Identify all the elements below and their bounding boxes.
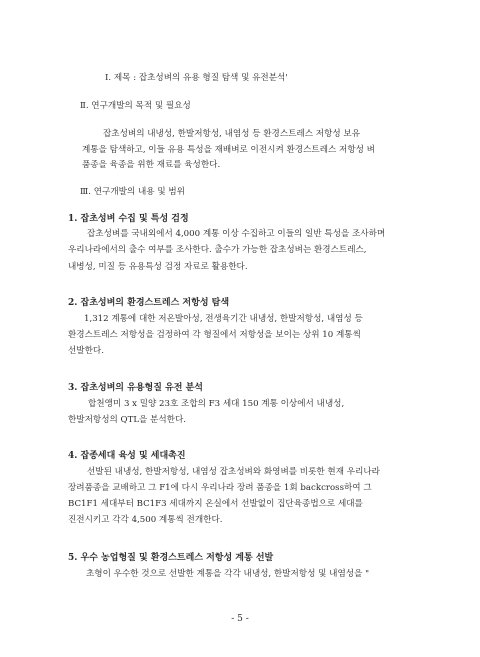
item-1-line: 잡초성벼를 국내외에서 4,000 계통 이상 수집하고 이들의 일반 특성을 조사하며 (87, 229, 386, 239)
item-3-heading: 3. 잡초성벼의 유용형질 유전 분석 (68, 383, 203, 393)
item-1-line: 내병성, 미질 등 유용특성 검정 자료로 활용한다. (68, 262, 248, 272)
section-2-heading: Ⅱ. 연구개발의 목적 및 필요성 (80, 101, 191, 111)
item-2-heading: 2. 잡초성벼의 환경스트레스 저항성 탐색 (68, 298, 230, 308)
item-4-line: 선발된 내냉성, 한발저항성, 내염성 잡초성벼와 화영벼를 비롯한 현재 우리나라 (87, 467, 380, 477)
section-2-line: 품종을 육종을 위한 재료를 육성한다. (82, 160, 221, 170)
page-number: - 5 - (231, 614, 249, 624)
item-4-line: BC1F1 세대부터 BC1F3 세대까지 온실에서 선발없이 집단육종법으로 세대를 (68, 499, 363, 509)
item-1-line: 우리나라에서의 출수 여부를 조사한다. 출수가 가능한 잡초성벼는 환경스트레스, (68, 245, 367, 255)
item-4-heading: 4. 잡종세대 육성 및 세대촉진 (68, 451, 186, 461)
section-2-line: 계통을 탐색하고, 이들 유용 특성을 재배벼로 이전시켜 환경스트레스 저항성 벼 (82, 145, 375, 155)
item-2-line: 환경스트레스 저항성을 검정하여 각 형질에서 저항성을 보이는 상위 10 계통씩 (68, 330, 361, 340)
item-4-line: 진전시키고 각각 4,500 계통씩 전개한다. (68, 515, 223, 525)
item-5-heading: 5. 우수 농업형질 및 환경스트레스 저항성 계통 선발 (68, 553, 274, 563)
item-3-line: 한발저항성의 QTL을 분석한다. (68, 415, 186, 425)
item-3-line: 합천앵미 3 x 밀양 23호 조합의 F3 세대 150 계통 이상에서 내냉성, (88, 399, 345, 409)
item-4-line: 장려품종을 교배하고 그 F1에 다시 우리나라 장려 품종을 1회 backcross하여 그 (68, 483, 372, 493)
report-title: Ⅰ. 제목 : 잡초성벼의 유용 형질 탐색 및 유전분석' (105, 73, 288, 83)
section-3-heading: Ⅲ. 연구개발의 내용 및 범위 (80, 187, 185, 197)
item-1-heading: 1. 잡초성벼 수집 및 특성 검정 (68, 214, 189, 224)
item-5-line: 초형이 우수한 것으로 선발한 계통을 각각 내냉성, 한발저항성 및 내염성을 " (86, 569, 370, 579)
item-2-line: 선발한다. (68, 346, 104, 356)
item-2-line: 1,312 계통에 대한 저온발아성, 전생육기간 내냉성, 한발저항성, 내염성 등 (84, 314, 363, 324)
section-2-line: 잡초성벼의 내냉성, 한발저항성, 내염성 등 환경스트레스 저항성 보유 (103, 129, 361, 139)
